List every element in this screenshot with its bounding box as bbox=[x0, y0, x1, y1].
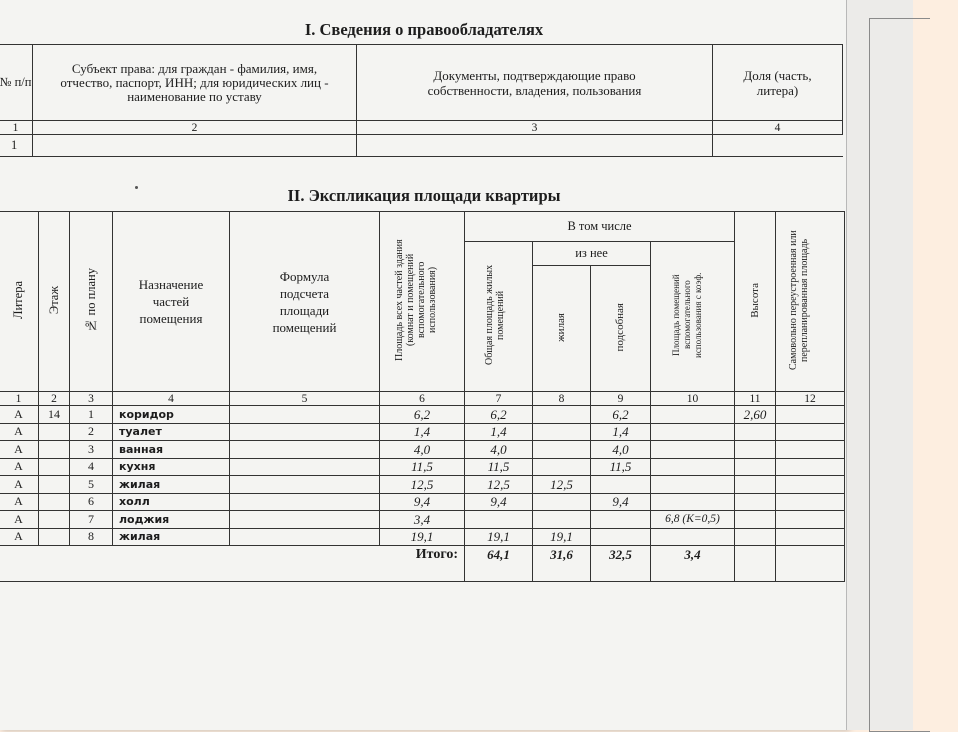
cell-name: ванная bbox=[113, 441, 230, 459]
col-docs-header: Документы, подтверждающие право собственности, владения, пользования bbox=[357, 45, 713, 121]
table-row bbox=[0, 511, 845, 529]
cell-name: холл bbox=[113, 493, 230, 511]
cell-aux bbox=[591, 476, 651, 494]
cell-floor: 14 bbox=[39, 406, 70, 424]
cell-height bbox=[735, 441, 776, 459]
cell-total: 11,5 bbox=[380, 458, 465, 476]
cell-name: жилая bbox=[113, 528, 230, 546]
col-number: 12 bbox=[776, 392, 845, 406]
table-row bbox=[0, 528, 845, 546]
col-share-header: Доля (часть, литера) bbox=[713, 45, 843, 121]
cell-formula bbox=[230, 476, 380, 494]
col-number: 4 bbox=[713, 121, 843, 135]
col-number: 8 bbox=[533, 392, 591, 406]
purpose-header: Назначение частей помещения bbox=[113, 212, 230, 392]
cell-living bbox=[533, 511, 591, 529]
cell-litera: А bbox=[0, 493, 39, 511]
cell-formula bbox=[230, 458, 380, 476]
cell-living-total: 4,0 bbox=[465, 441, 533, 459]
cell-self bbox=[776, 423, 845, 441]
cell-floor bbox=[39, 511, 70, 529]
owner-row-docs bbox=[357, 135, 713, 157]
cell-aux: 4,0 bbox=[591, 441, 651, 459]
cell-total: 12,5 bbox=[380, 476, 465, 494]
cell-floor bbox=[39, 493, 70, 511]
cell-litera: А bbox=[0, 458, 39, 476]
cell-name: коридор bbox=[113, 406, 230, 424]
cell-total: 6,2 bbox=[380, 406, 465, 424]
cell-floor bbox=[39, 528, 70, 546]
col-number: 2 bbox=[33, 121, 357, 135]
cell-living-total: 19,1 bbox=[465, 528, 533, 546]
cell-formula bbox=[230, 441, 380, 459]
cell-living bbox=[533, 423, 591, 441]
section1-title: I. Сведения о правообладателях bbox=[304, 20, 544, 39]
cell-coef bbox=[651, 458, 735, 476]
cell-aux: 9,4 bbox=[591, 493, 651, 511]
cell-living: 12,5 bbox=[533, 476, 591, 494]
cell-plan: 5 bbox=[70, 476, 113, 494]
col-number: 2 bbox=[39, 392, 70, 406]
section2-title: II. Экспликация площади квартиры bbox=[287, 186, 561, 205]
col-number: 5 bbox=[230, 392, 380, 406]
cell-coef bbox=[651, 406, 735, 424]
totals-coef: 3,4 bbox=[651, 546, 735, 582]
cell-formula bbox=[230, 423, 380, 441]
adjacent-page-frame bbox=[869, 18, 930, 732]
self-built-header: Самовольно переустроенная или перепланированная площадь bbox=[776, 212, 845, 392]
cell-self bbox=[776, 493, 845, 511]
cell-litera: А bbox=[0, 423, 39, 441]
table-row bbox=[0, 476, 845, 494]
cell-aux bbox=[591, 511, 651, 529]
cell-living bbox=[533, 406, 591, 424]
cell-total: 4,0 bbox=[380, 441, 465, 459]
height-header: Высота bbox=[735, 212, 776, 392]
col-number: 3 bbox=[70, 392, 113, 406]
cell-living bbox=[533, 458, 591, 476]
cell-plan: 7 bbox=[70, 511, 113, 529]
including-header: В том числе bbox=[465, 212, 735, 242]
cell-height: 2,60 bbox=[735, 406, 776, 424]
of-which-header: из нее bbox=[533, 242, 651, 266]
col-number: 6 bbox=[380, 392, 465, 406]
cell-formula bbox=[230, 493, 380, 511]
col-number: 1 bbox=[0, 121, 33, 135]
cell-plan: 4 bbox=[70, 458, 113, 476]
cell-height bbox=[735, 511, 776, 529]
cell-total: 19,1 bbox=[380, 528, 465, 546]
cell-living-total: 11,5 bbox=[465, 458, 533, 476]
cell-living-total: 9,4 bbox=[465, 493, 533, 511]
cell-litera: А bbox=[0, 441, 39, 459]
cell-self bbox=[776, 528, 845, 546]
cell-aux: 6,2 bbox=[591, 406, 651, 424]
col-number: 7 bbox=[465, 392, 533, 406]
col-number: 3 bbox=[357, 121, 713, 135]
totals-living-total: 64,1 bbox=[465, 546, 533, 582]
litera-header: Литера bbox=[0, 212, 39, 392]
cell-living: 19,1 bbox=[533, 528, 591, 546]
cell-litera: А bbox=[0, 528, 39, 546]
cell-floor bbox=[39, 441, 70, 459]
cell-height bbox=[735, 493, 776, 511]
table-row bbox=[0, 441, 845, 459]
col-number: 10 bbox=[651, 392, 735, 406]
cell-height bbox=[735, 528, 776, 546]
col-subject-header: Субъект права: для граждан - фамилия, имя, отчество, паспорт, ИНН; для юридических лиц - наименование по уставу bbox=[33, 45, 357, 121]
cell-living-total bbox=[465, 511, 533, 529]
table-row bbox=[0, 458, 845, 476]
cell-coef bbox=[651, 493, 735, 511]
cell-coef bbox=[651, 528, 735, 546]
aux-coef-header: Площадь помещений вспомогательного использования с коэф. bbox=[651, 242, 735, 392]
cell-litera: А bbox=[0, 476, 39, 494]
cell-self bbox=[776, 476, 845, 494]
cell-living bbox=[533, 441, 591, 459]
cell-plan: 3 bbox=[70, 441, 113, 459]
floor-header: Этаж bbox=[39, 212, 70, 392]
cell-name: жилая bbox=[113, 476, 230, 494]
living-total-header: Общая площадь жилых помещений bbox=[465, 242, 533, 392]
cell-floor bbox=[39, 458, 70, 476]
cell-litera: А bbox=[0, 406, 39, 424]
cell-floor bbox=[39, 423, 70, 441]
owner-row-num: 1 bbox=[0, 135, 33, 157]
totals-living: 31,6 bbox=[533, 546, 591, 582]
cell-self bbox=[776, 511, 845, 529]
totals-aux: 32,5 bbox=[591, 546, 651, 582]
cell-self bbox=[776, 458, 845, 476]
owner-row-subject bbox=[33, 135, 357, 157]
table-row bbox=[0, 493, 845, 511]
cell-name: лоджия bbox=[113, 511, 230, 529]
cell-aux: 1,4 bbox=[591, 423, 651, 441]
cell-self bbox=[776, 441, 845, 459]
col-number: 1 bbox=[0, 392, 39, 406]
plan-no-header: № по плану bbox=[70, 212, 113, 392]
col-number: 9 bbox=[591, 392, 651, 406]
cell-coef bbox=[651, 423, 735, 441]
cell-total: 3,4 bbox=[380, 511, 465, 529]
area-rows-table bbox=[0, 405, 845, 582]
cell-living-total: 6,2 bbox=[465, 406, 533, 424]
cell-living bbox=[533, 493, 591, 511]
cell-plan: 6 bbox=[70, 493, 113, 511]
aux-header: подсобная bbox=[591, 266, 651, 392]
adjacent-page-edge bbox=[846, 0, 913, 730]
col-number: 11 bbox=[735, 392, 776, 406]
formula-header: Формула подсчета площади помещений bbox=[230, 212, 380, 392]
cell-self bbox=[776, 406, 845, 424]
cell-name: кухня bbox=[113, 458, 230, 476]
cell-living-total: 12,5 bbox=[465, 476, 533, 494]
cell-coef: 6,8 (K=0,5) bbox=[651, 511, 735, 529]
cell-height bbox=[735, 458, 776, 476]
cell-litera: А bbox=[0, 511, 39, 529]
cell-living-total: 1,4 bbox=[465, 423, 533, 441]
living-header: жилая bbox=[533, 266, 591, 392]
totals-height bbox=[735, 546, 776, 582]
table-row bbox=[0, 406, 845, 424]
cell-floor bbox=[39, 476, 70, 494]
col-num-header: № п/п bbox=[0, 45, 33, 121]
owner-row-share bbox=[713, 135, 843, 157]
area-explication-table bbox=[0, 211, 845, 406]
cell-plan: 2 bbox=[70, 423, 113, 441]
cell-total: 9,4 bbox=[380, 493, 465, 511]
totals-self-built bbox=[776, 546, 845, 582]
cell-coef bbox=[651, 476, 735, 494]
table-row bbox=[0, 423, 845, 441]
cell-aux bbox=[591, 528, 651, 546]
cell-plan: 8 bbox=[70, 528, 113, 546]
owners-table bbox=[0, 44, 843, 157]
cell-name: туалет bbox=[113, 423, 230, 441]
total-area-header: Площадь всех частей здания (комнат и помещений вспомогательного использования) bbox=[380, 212, 465, 392]
cell-formula bbox=[230, 528, 380, 546]
cell-formula bbox=[230, 406, 380, 424]
totals-label: Итого: bbox=[0, 546, 465, 582]
cell-height bbox=[735, 476, 776, 494]
cell-height bbox=[735, 423, 776, 441]
cell-total: 1,4 bbox=[380, 423, 465, 441]
cell-coef bbox=[651, 441, 735, 459]
cell-formula bbox=[230, 511, 380, 529]
col-number: 4 bbox=[113, 392, 230, 406]
cell-aux: 11,5 bbox=[591, 458, 651, 476]
cell-plan: 1 bbox=[70, 406, 113, 424]
